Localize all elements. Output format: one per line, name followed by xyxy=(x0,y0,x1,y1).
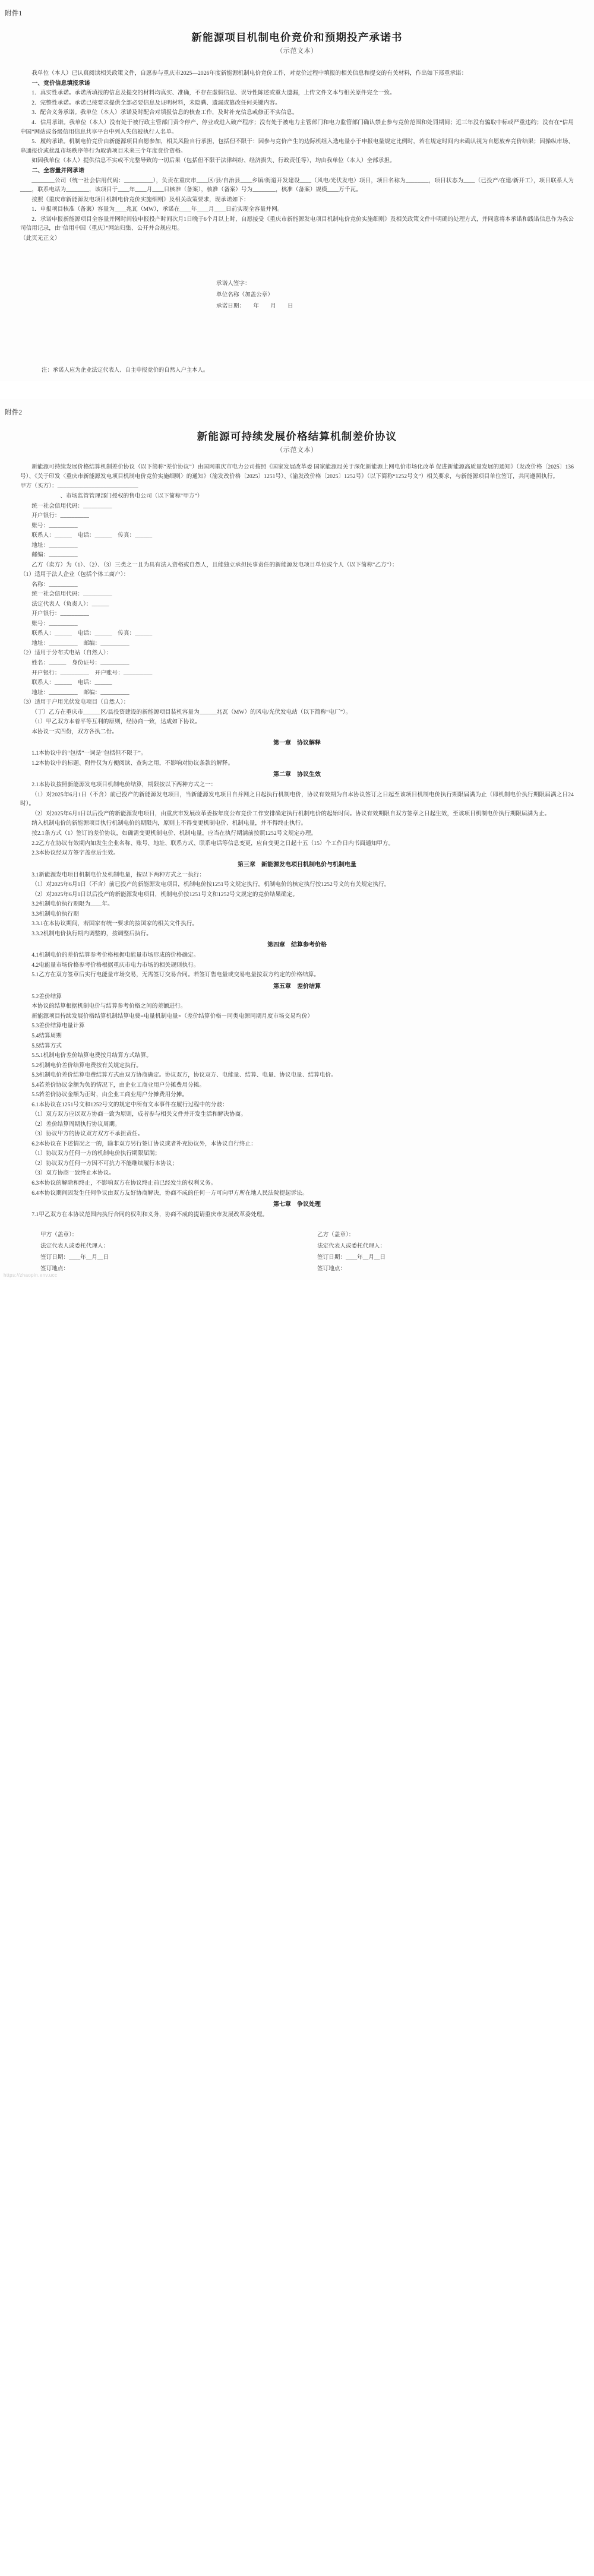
party-b-section: 统一社会信用代码：__________ xyxy=(20,591,112,598)
commitment-date-line: 承诺日期： 年 月 日 xyxy=(216,302,293,309)
chapter-title: 第四章 结算参考价格 xyxy=(267,942,327,949)
party-b-seal-line: 乙方（盖章）： xyxy=(317,1231,355,1238)
chapter-item: 2.2乙方在协议有效期内如发生企业名称、账号、地址、联系方式、联系电话等信息变更，应自变更之日起十五（15）个工作日内书面通知甲方。 xyxy=(31,840,394,847)
party-a-account: 账号：__________ xyxy=(20,522,78,529)
chapter-item: （2）协议双方任何一方因不可抗力不能继续履行本协议； xyxy=(31,1160,178,1167)
attachment-1-footnote: 注：承诺人应为企业法定代表人、自主申报竞价的自然人户主本人。 xyxy=(42,368,209,374)
attachment-1-section-1-item: 4．信用承诺。我单位（本人）没有处于被行政主管部门责令停产、停业或进入破产程序；没有处于被电力主管部门和电力监管部门确认禁止参与竞价范围和处罚期间；近三年没有骗取中标或严重违约；没有在“信用中国”网站或各级信用信息共享平台中列入失信被执行人名单。 xyxy=(20,119,574,135)
party-b-section: （1）适用于法人企业（包括个体工商户）： xyxy=(20,571,129,578)
site-watermark: https://zhaopin.env.ucc xyxy=(4,1273,58,1278)
chapter-item: 5.5若差价协议金额为正时，由企业工商业用户分摊费用分摊。 xyxy=(31,1091,188,1099)
chapter-item: 6.2本协议在下述情况之一的，除非双方另行签订协议或者补充协议外，本协议自行终止： xyxy=(31,1140,257,1147)
chapter-item: 7.1甲乙双方在本协议范围内执行合同的权利和义务，协商不成的提请重庆市发展改革委处理。 xyxy=(31,1211,268,1219)
attachment-2-signature-block xyxy=(20,1229,574,1275)
party-a-bank: 开户银行：__________ xyxy=(20,512,89,520)
attachment-2-preamble: 新能源可持续发展价格结算机制差价协议（以下简称“差价协议”）由国网重庆市电力公司按照《国家发展改革委 国家能源局关于深化新能源上网电价市场化改革 促进新能源高质量发展的通知》（发改价格〔2025〕136号）、《关于印发〈重庆市新能源发电项目机制电价竞价实施细则〉的通知》（渝发改价格〔2025〕1251号）、《渝发改价格〔2025〕1252号》（以下简称“1252号文”）相关要求，与新能源项目单位签订，共同遵照执行。 xyxy=(20,464,574,480)
party-b-intro: 乙方（卖方）为（1）、（2）、（3）三类之一且为具有法人资格或自然人，且能独立承担民事责任的新能源发电项目单位或个人（以下简称“乙方”）： xyxy=(31,561,398,568)
party-b-section: 联系人：______ 电话：______ 传真：______ xyxy=(20,630,153,637)
party-a-role: 、市场监管管理部门授权的售电公司（以下简称“甲方”） xyxy=(20,492,203,499)
attachment-1-section-2-item: 1．申报项目核准（备案）容量为____兆瓦（MW），承诺在____年____月____日前实现全容量并网。 xyxy=(31,206,283,213)
attachment-1-label: 附件1 xyxy=(5,10,23,17)
attachment-1-intro: 我单位（本人）已认真阅读相关政策文件，自愿参与重庆市2025—2026年度新能源机制电价竞价工作，对竞价过程中填报的相关信息和提交的有关材料，作出如下郑重承诺： xyxy=(31,70,467,77)
party-b-section: 开户银行：__________ xyxy=(20,610,89,618)
party-a-signature-column xyxy=(20,1229,297,1275)
chapter-item: 5.1乙方在双方签章后实行电能量市场交易，无需签订交易合同。若签订售电量或交易电量按双方约定的价格结算。 xyxy=(31,971,320,979)
chapter-title: 第五章 差价结算 xyxy=(273,983,321,990)
party-b-section: 地址：__________ 邮编：__________ xyxy=(20,689,129,696)
party-b-sign-place-line: 签订地点： xyxy=(317,1265,346,1273)
attachment-1-section-2-heading: 二、全容量并网承诺 xyxy=(31,167,84,174)
attachment-1-section-1-closing: 如因我单位（本人）提供信息不实或不完整导致的一切后果（包括但不限于法律纠纷、经济损失、行政责任等），均由我单位（本人）全部承担。 xyxy=(31,157,396,164)
chapter-item: 3.1新能源发电项目机制电价及机制电量，按以下两种方式之一执行： xyxy=(31,871,205,878)
party-b-section: （3）适用于户用光伏发电项目（自然人）： xyxy=(20,699,129,706)
chapter-item: 1.1本协议中的“包括”一词是“包括但不限于”。 xyxy=(31,750,147,757)
attachment-1-page xyxy=(0,0,594,381)
chapter-item: 6.1本协议在1251号文和1252号文的规定中所有文本事件在履行过程中的分歧： xyxy=(31,1101,228,1108)
chapter-item: （3）协议甲方的协议双方双方不承担责任。 xyxy=(31,1131,144,1138)
chapter-item: 6.4本协议期间因发生任何争议由双方友好协商解决，协商不成的任何一方可向甲方所在地人民法院提起诉讼。 xyxy=(31,1189,308,1197)
chapter-item: 5.3机制电价差价结算电费结算方式由双方协商确定。协议双方，协议双方、电能量、结算、电量、协议电量、结算电价。 xyxy=(31,1072,337,1079)
party-b-section: 名称：__________ xyxy=(20,581,78,588)
chapter-item: 6.3本协议的解除和终止，不影响双方在协议终止前已经发生的权利义务。 xyxy=(31,1179,217,1186)
party-b-section: 地址：__________ 邮编：__________ xyxy=(20,640,129,647)
chapter-item: （2）差价结算周期执行协议周期。 xyxy=(31,1121,121,1128)
chapter-item: 5.2机制电价差价结算电费按有关规定执行。 xyxy=(31,1062,142,1069)
attachment-1-section-2-item: 2．承诺申报新能源项目全容量并网时间较申报投产时间次月1日晚于6个月以上时，自愿接受《重庆市新能源发电项目机制电价竞价实施细则》及相关政策文件中明确的处理方式，并同意将本承诺和践诺信息作为我公司信用记录，由“信用中国（重庆）”网站归集、公开并合规应用。 xyxy=(20,216,574,232)
chapter-title: 第三章 新能源发电项目机制电价与机制电量 xyxy=(238,861,356,868)
party-a-sign-place-line: 签订地点： xyxy=(40,1265,69,1273)
party-a-postcode: 邮编：__________ xyxy=(20,552,78,559)
contract-basis: （1）甲乙双方本着平等互利的原则，经协商一致，达成如下协议。 xyxy=(31,719,201,726)
chapter-item: 5.3差价结算电量计算 xyxy=(31,1023,85,1030)
party-b-detail: （丁）乙方在重庆市______区/县投资建设的新能源项目装机容量为______兆瓦（MW）的风电/光伏发电站（以下简称“电厂”）。 xyxy=(31,708,352,716)
attachment-1-section-2-fill: ________公司（统一社会信用代码：__________），负责在重庆市____区/县/自治县____乡镇/街道开发建设____（风电/光伏发电）项目，项目名称为________，项目状态为____（已投产/在建/新开工），项目联系人为____，联系电话为________，该项目于____年____月____日核准（备案），核准（备案）号为________，核准（备案）规模____万千瓦。 xyxy=(20,177,574,194)
attachment-2-subtitle: （示范文本） xyxy=(276,447,318,454)
chapter-item: 4.2电能量市场价格参考价格根据重庆市电力市场的相关规则执行。 xyxy=(31,961,200,969)
attachment-1-subtitle: （示范文本） xyxy=(276,48,318,55)
party-a-legal-rep-line: 法定代表人或委托代理人： xyxy=(40,1242,109,1249)
party-b-section: 账号：__________ xyxy=(20,620,78,627)
party-b-section: 开户银行：__________ 开户账号：__________ xyxy=(20,669,153,676)
chapter-item: （2）对2025年6月1日以后投产的新能源发电项目，机制电价按1251号文和1252号文规定的竞价结果确定。 xyxy=(31,891,298,898)
chapter-item: （1）协议双方任何一方的机制电价执行期限届满； xyxy=(31,1150,161,1157)
attachment-1-signature-block xyxy=(20,279,574,312)
attachment-1-section-1-item: 1．真实性承诺。承诺所填报的信息及提交的材料均真实、准确，不存在虚假信息、误导性陈述或重大遗漏，上传文件文本与相关原件完全一致。 xyxy=(31,90,396,97)
attachment-1-section-1-item: 3．配合义务承诺。我单位（本人）承诺及时配合对填报信息的核查工作，及时补充信息或修正不实信息。 xyxy=(31,109,298,116)
chapter-title: 第二章 协议生效 xyxy=(273,771,321,779)
chapter-item: 2.3本协议经双方签字盖章后生效。 xyxy=(31,850,119,857)
attachment-1-section-1-item: 5．履约承诺。机制电价竞价由新能源项目自愿参加，相关风险自行承担，包括但不限于：因参与竞价产生的边际机组入选电量小于申报电量规定比例时，若在规定时间内未确认视为自愿放弃竞价结果；因操纵市场、串通报价或扰乱市场秩序等行为取消项目未来三个年度竞价资格。 xyxy=(20,138,574,154)
chapter-item: 5.4若差价协议金额为负的情况下，由企业工商业用户分摊费用分摊。 xyxy=(31,1081,205,1088)
chapter-item: 1.2本协议中的标题、附件仅为方便阅读、查询之用，不影响对协议条款的解释。 xyxy=(31,759,234,767)
chapter-title: 第七章 争议处理 xyxy=(273,1201,321,1208)
attachment-2-page xyxy=(0,399,594,1280)
party-a-name: 甲方（买方）：____________________________ xyxy=(20,483,138,490)
chapter-item: （1）对2025年6月1日（不含）前已投产的新能源发电项目，当新能源发电项目自并网之日起执行机制电价，协议有效期为自本协议签订之日起至该项目机制电价执行期限届满为止（即机制电价执行期限届满之日24时）。 xyxy=(20,791,574,808)
attachment-1-section-1-item: 2．完整性承诺。承诺已按要求提供全部必要信息及证明材料，未隐瞒、遗漏或篡改任何关键内容。 xyxy=(31,99,281,106)
chapter-item: 3.3.2机制电价执行期内调整的，按调整后执行。 xyxy=(31,930,152,937)
party-a-credit-code: 统一社会信用代码：__________ xyxy=(20,502,112,509)
chapter-item: （3）双方协商一致终止本协议。 xyxy=(31,1170,115,1177)
chapter-item: 4.1机制电价的差价结算参考价格根据电能量市场形成的价格确定。 xyxy=(31,952,200,959)
attachment-1-section-1-heading: 一、竞价信息填报承诺 xyxy=(31,80,90,87)
chapter-item: 按2.1条方式（1）签订的差价协议，如确需变更机制电价、机制电量，应当在执行期满前按照1252号文规定办理。 xyxy=(31,830,317,837)
party-b-section: （2）适用于分布式电站（自然人）： xyxy=(20,650,112,657)
chapter-item: 5.2差价结算 xyxy=(31,993,62,1000)
chapter-item: 3.2机制电价执行期限为____年。 xyxy=(31,901,113,908)
attachment-1-section-2-lead: 按照《重庆市新能源发电项目机制电价竞价实施细则》及相关政策要求，现承诺如下： xyxy=(31,196,249,203)
party-a-address: 地址：__________ xyxy=(20,542,78,549)
party-b-section: 联系人：______ 电话：______ xyxy=(20,679,112,686)
attachment-2-label: 附件2 xyxy=(5,409,23,417)
chapter-item: （2）对2025年6月1日以后投产的新能源发电项目，由重庆市发展改革委按年度公布竞价工作安排确定执行机制电价的起始时间。协议有效期限自双方签章之日起生效，至该项目机制电价执行期限届满为止。 xyxy=(31,810,551,817)
attachment-1-title: 新能源项目机制电价竞价和预期投产承诺书 xyxy=(191,31,403,43)
chapter-item: 新能源项目持续发展价格结算机制结算电费=电量机制电量×（差价结算价格－同类电源同期月度市场交易均价） xyxy=(31,1012,314,1020)
party-a-sign-date-line: 签订日期：____年__月__日 xyxy=(40,1254,109,1261)
attachment-1-no-text-note: （此页无正文） xyxy=(20,235,61,242)
party-b-section: 法定代表人（负责人）：______ xyxy=(20,600,109,607)
chapter-title: 第一章 协议解释 xyxy=(273,740,321,747)
chapter-item: 2.1本协议按照新能源发电项目机制电价结算，期限按以下两种方式之一： xyxy=(31,781,217,789)
chapter-item: 3.3机制电价执行期 xyxy=(31,910,79,917)
company-seal-line: 单位名称（加盖公章） xyxy=(216,291,273,298)
chapter-item: （1）对2025年6月1日（不含）前已投产的新能源发电项目，机制电价按1251号文规定执行，机制电价的核定执行按1252号文的有关规定执行。 xyxy=(31,881,390,888)
chapter-item: 5.5.1机制电价差价结算电费按月结算方式结算。 xyxy=(31,1052,152,1059)
contract-copies: 本协议一式四份，双方各执二份。 xyxy=(31,728,118,735)
chapter-item: （1）双方双方应以双方协商一致为原则，成者参与相关文件并开发生活和解决协商。 xyxy=(31,1111,247,1118)
attachment-2-title: 新能源可持续发展价格结算机制差价协议 xyxy=(197,431,397,443)
party-b-legal-rep-line: 法定代表人或委托代理人： xyxy=(317,1242,386,1249)
party-a-seal-line: 甲方（盖章）： xyxy=(40,1231,78,1238)
party-a-contact: 联系人：______ 电话：______ 传真：______ xyxy=(20,532,153,539)
signer-signature-line: 承诺人签字： xyxy=(216,280,251,287)
party-b-signature-column xyxy=(297,1229,574,1275)
chapter-item: 3.3.1在本协议期间，若国家有统一要求的按国家的相关文件执行。 xyxy=(31,920,198,928)
party-b-section: 姓名：______ 身份证号：__________ xyxy=(20,660,129,666)
chapter-item: 5.5结算方式 xyxy=(31,1042,62,1049)
chapter-item: 5.4结算周期 xyxy=(31,1033,62,1039)
party-b-sign-date-line: 签订日期：____年__月__日 xyxy=(317,1254,386,1261)
chapter-item: 纳入机制电价的新能源项目执行机制电价的期限内，原则上不得变更机制电价、机制电量，并不得终止执行。 xyxy=(31,820,307,827)
chapter-item: 本协议的结算根据机制电价与结算参考价格之间的差额进行。 xyxy=(31,1003,187,1010)
